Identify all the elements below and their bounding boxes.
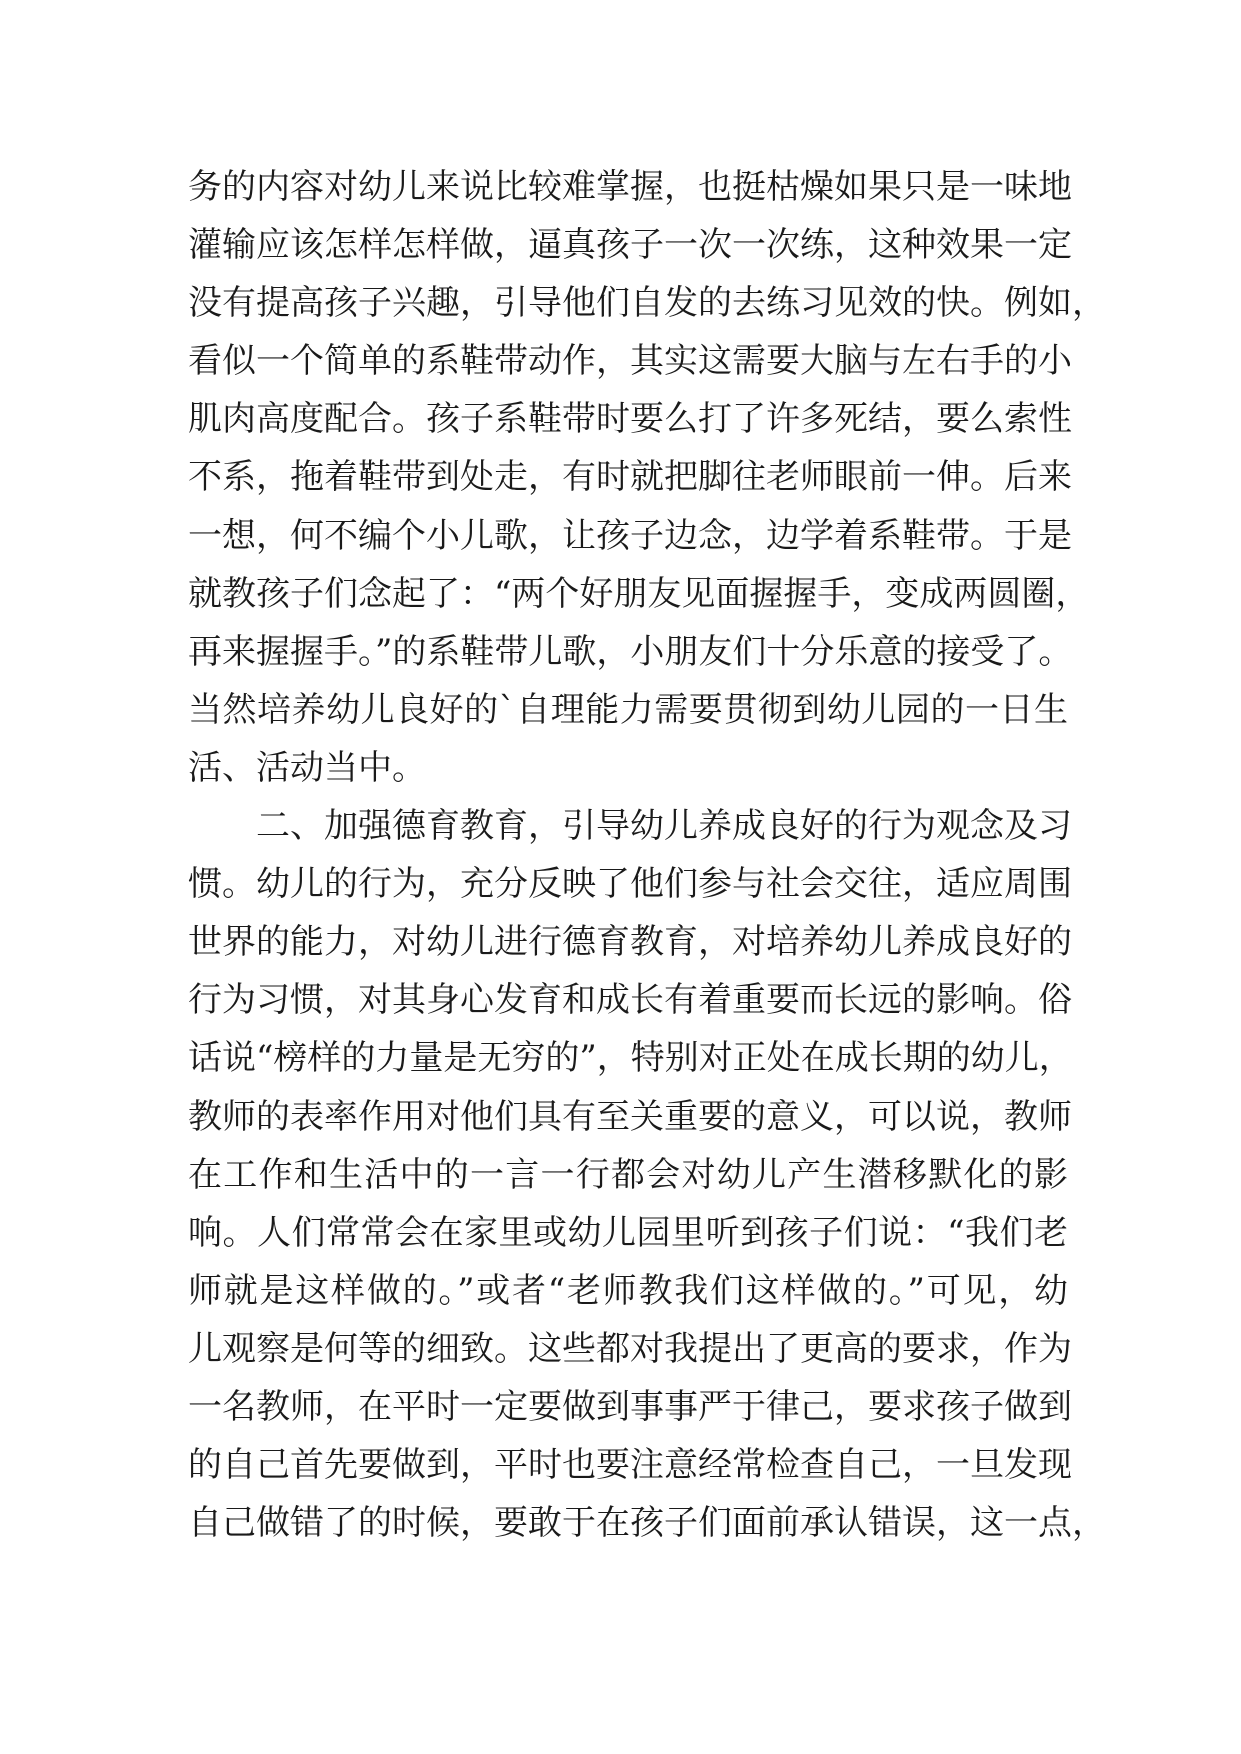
text-line: 务的内容对幼儿来说比较难掌握，也挺枯燥如果只是一味地 [188,167,1072,207]
text-line: 再来握握手。”的系鞋带儿歌，小朋友们十分乐意的接受了。 [188,631,1073,672]
text-line: 在工作和生活中的一言一行都会对幼儿产生潜移默化的影 [188,1154,1068,1195]
text-line: 灌输应该怎样怎样做，逼真孩子一次一次练，这种效果一定 [188,225,1072,266]
text-line: 教师的表率作用对他们具有至关重要的意义，可以说，教师 [188,1096,1072,1137]
text-line: 的自己首先要做到，平时也要注意经常检查自己，一旦发现 [188,1445,1072,1486]
text-line: 师就是这样做的。”或者“老师教我们这样做的。”可见，幼 [188,1270,1068,1311]
body-text [188,158,1106,1552]
text-line: 世界的能力，对幼儿进行德育教育，对培养幼儿养成良好的 [188,922,1072,963]
text-line: 响。人们常常会在家里或幼儿园里听到孩子们说：“我们老 [188,1212,1068,1253]
text-line: 看似一个简单的系鞋带动作，其实这需要大脑与左右手的小 [188,341,1072,382]
text-line: 肌肉高度配合。孩子系鞋带时要么打了许多死结，要么索性 [188,399,1072,440]
text-line: 一名教师，在平时一定要做到事事严于律己，要求孩子做到 [188,1386,1072,1427]
text-line: 惯。幼儿的行为，充分反映了他们参与社会交往，适应周围 [188,864,1072,905]
text-line: 自己做错了的时候，要敢于在孩子们面前承认错误，这一点， [188,1503,1106,1544]
text-line: 活、活动当中。 [188,747,426,788]
text-line: 行为习惯，对其身心发育和成长有着重要而长远的影响。俗 [188,980,1072,1021]
text-line: 当然培养幼儿良好的`自理能力需要贯彻到幼儿园的一日生 [188,689,1068,730]
text-line: 二、加强德育教育，引导幼儿养成良好的行为观念及习 [188,806,1072,847]
text-line: 话说“榜样的力量是无穷的”，特别对正处在成长期的幼儿， [188,1038,1073,1079]
text-line: 儿观察是何等的细致。这些都对我提出了更高的要求，作为 [188,1328,1072,1369]
text-line: 不系，拖着鞋带到处走，有时就把脚往老师眼前一伸。后来 [188,457,1072,498]
text-line: 一想，何不编个小儿歌，让孩子边念，边学着系鞋带。于是 [188,515,1072,556]
text-line: 没有提高孩子兴趣，引导他们自发的去练习见效的快。例如， [188,283,1106,324]
text-line: 就教孩子们念起了：“两个好朋友见面握握手，变成两圆圈， [188,573,1090,614]
